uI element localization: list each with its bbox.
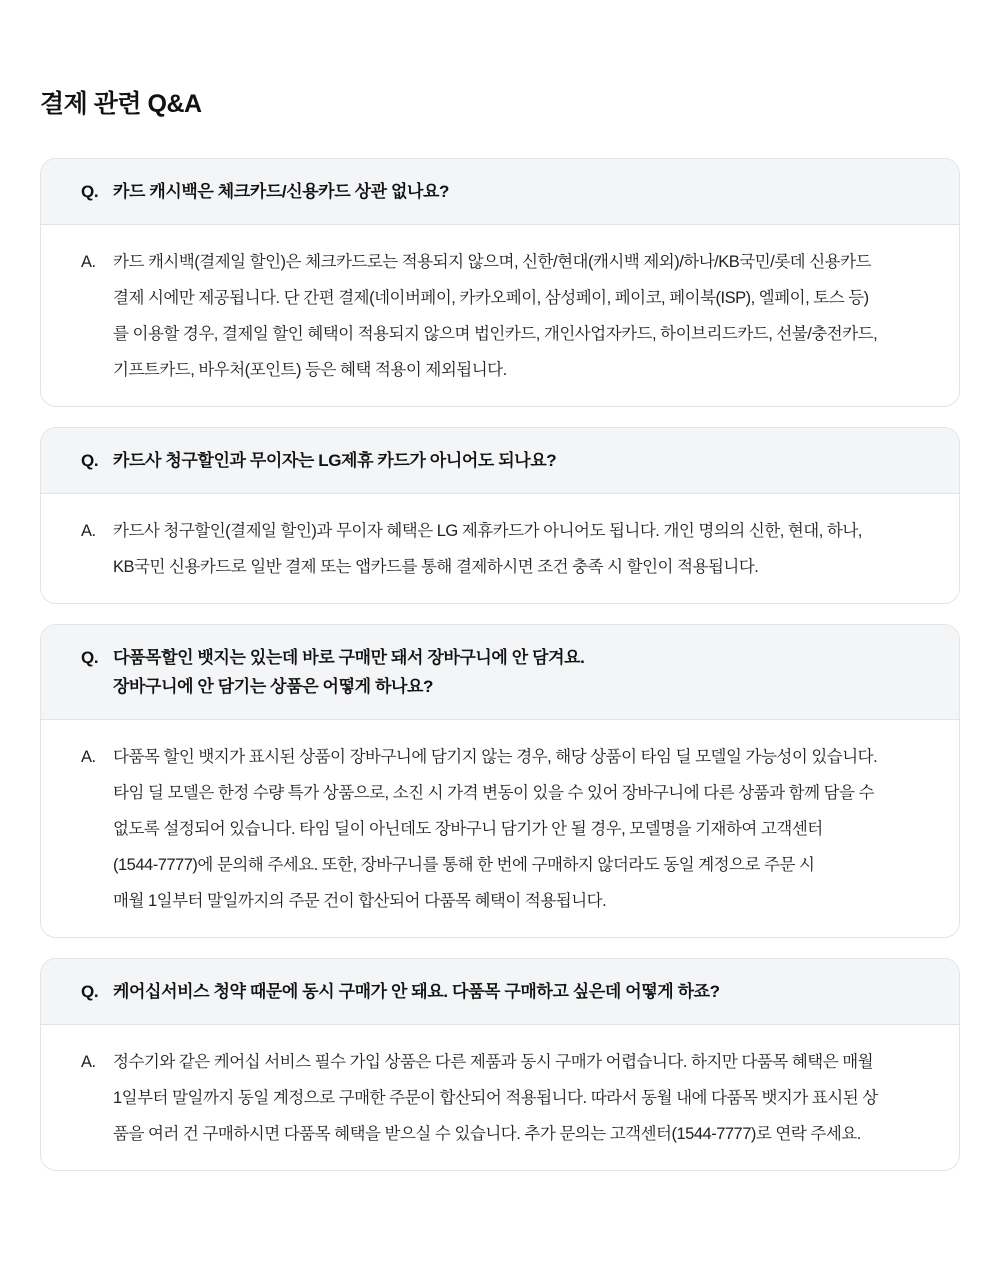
answer-line: 다품목 할인 뱃지가 표시된 상품이 장바구니에 담기지 않는 경우, 해당 상품이 타임 딜 모델일 가능성이 있습니다.: [113, 748, 878, 766]
answer-text: [113, 513, 862, 585]
answer-line: 를 이용할 경우, 결제일 할인 혜택이 적용되지 않으며 법인카드, 개인사업자카드, 하이브리드카드, 선불/충전카드,: [113, 325, 878, 343]
question-mark: Q.: [81, 451, 99, 470]
answer-line: 카드 캐시백(결제일 할인)은 체크카드로는 적용되지 않으며, 신한/현대(캐시백 제외)/하나/KB국민/롯데 신용카드: [113, 253, 871, 271]
question-line: 카드 캐시백은 체크카드/신용카드 상관 없나요?: [113, 182, 450, 201]
faq-list: [40, 158, 960, 1191]
answer-line: 타임 딜 모델은 한정 수량 특가 상품으로, 소진 시 가격 변동이 있을 수 있어 장바구니에 다른 상품과 함께 담을 수: [113, 784, 875, 802]
answer-line: 카드사 청구할인(결제일 할인)과 무이자 혜택은 LG 제휴카드가 아니어도 됩니다. 개인 명의의 신한, 현대, 하나,: [113, 522, 862, 540]
faq-answer: [41, 494, 959, 603]
faq-item: [40, 624, 960, 938]
answer-mark: A.: [81, 253, 96, 271]
question-text: [113, 446, 556, 475]
answer-line: 결제 시에만 제공됩니다. 단 간편 결제(네이버페이, 카카오페이, 삼성페이, 페이코, 페이북(ISP), 엘페이, 토스 등): [113, 289, 869, 307]
answer-line: KB국민 신용카드로 일반 결제 또는 앱카드를 통해 결제하시면 조건 충족 시 할인이 적용됩니다.: [113, 558, 759, 576]
faq-item: [40, 158, 960, 407]
faq-answer: [41, 225, 959, 406]
answer-line: 1일부터 말일까지 동일 계정으로 구매한 주문이 합산되어 적용됩니다. 따라서 동월 내에 다품목 뱃지가 표시된 상: [113, 1089, 878, 1107]
question-line: 케어십서비스 청약 때문에 동시 구매가 안 돼요. 다품목 구매하고 싶은데 어떻게 하죠?: [113, 982, 720, 1001]
faq-item: [40, 958, 960, 1171]
faq-answer: [41, 720, 959, 937]
question-line: 장바구니에 안 담기는 상품은 어떻게 하나요?: [113, 677, 433, 696]
answer-text: [113, 739, 877, 919]
answer-mark: A.: [81, 1053, 96, 1071]
faq-item: [40, 427, 960, 604]
faq-answer: [41, 1025, 959, 1170]
question-mark: Q.: [81, 648, 99, 667]
faq-question[interactable]: [41, 625, 959, 720]
question-mark: Q.: [81, 182, 99, 201]
answer-mark: A.: [81, 748, 96, 766]
answer-mark: A.: [81, 522, 96, 540]
answer-line: 없도록 설정되어 있습니다. 타임 딜이 아닌데도 장바구니 담기가 안 될 경우, 모델명을 기재하여 고객센터: [113, 820, 823, 838]
answer-line: 기프트카드, 바우처(포인트) 등은 혜택 적용이 제외됩니다.: [113, 361, 507, 379]
answer-text: [113, 244, 877, 388]
question-text: [113, 643, 585, 701]
answer-line: 매월 1일부터 말일까지의 주문 건이 합산되어 다품목 혜택이 적용됩니다.: [113, 892, 607, 910]
answer-line: (1544-7777)에 문의해 주세요. 또한, 장바구니를 통해 한 번에 구매하지 않더라도 동일 계정으로 주문 시: [113, 856, 815, 874]
faq-question[interactable]: [41, 959, 959, 1025]
answer-line: 품을 여러 건 구매하시면 다품목 혜택을 받으실 수 있습니다. 추가 문의는 고객센터(1544-7777)로 연락 주세요.: [113, 1125, 861, 1143]
question-line: 다품목할인 뱃지는 있는데 바로 구매만 돼서 장바구니에 안 담겨요.: [113, 648, 585, 667]
faq-question[interactable]: [41, 428, 959, 494]
faq-question[interactable]: [41, 159, 959, 225]
question-line: 카드사 청구할인과 무이자는 LG제휴 카드가 아니어도 되나요?: [113, 451, 557, 470]
question-mark: Q.: [81, 982, 99, 1001]
answer-line: 정수기와 같은 케어십 서비스 필수 가입 상품은 다른 제품과 동시 구매가 어렵습니다. 하지만 다품목 혜택은 매월: [113, 1053, 874, 1071]
question-text: [113, 977, 720, 1006]
page-title: 결제 관련 Q&A: [40, 90, 202, 118]
question-text: [113, 177, 449, 206]
answer-text: [113, 1044, 878, 1152]
